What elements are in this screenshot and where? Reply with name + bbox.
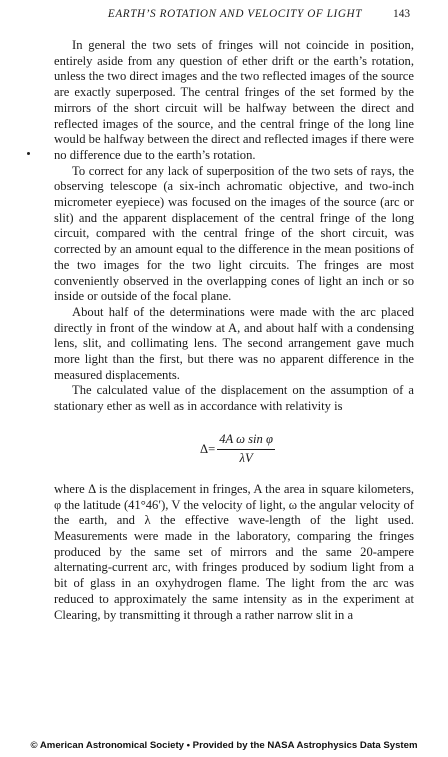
page-number: 143 — [393, 8, 411, 20]
formula-denominator: λV — [239, 450, 253, 465]
body-text — [54, 38, 414, 623]
paragraph-5: where Δ is the displacement in fringes, A the area in square kilometers, φ the latitude (41°46′), V the velocity of light, ω the angular velocity of the earth, and λ the effective wave-length of the light used. Measurements were made in the laboratory, comparing the fringes produced by the same set of mirrors and the same 20-ampere alternating-current arc, with fringes produced by sodium light from a bit of glass in an oxyhydrogen flame. The light from the arc was reduced to approximately the same intensity as in the experiment at Clearing, by transmitting it through a rather narrow slit in a — [54, 481, 414, 622]
running-head-title: EARTH’S ROTATION AND VELOCITY OF LIGHT — [107, 8, 363, 20]
displacement-formula — [54, 432, 414, 468]
paragraph-3: About half of the determinations were made with the arc placed directly in front of the window at A, and about half with a condensing lens, slit, and collimating lens. The second arrangement gave much more light than the first, but there was no apparent difference in the measured displacements. — [54, 304, 414, 382]
formula-fraction — [217, 432, 275, 466]
paragraph-1: In general the two sets of fringes will not coincide in position, entirely aside from any question of ether drift or the earth’s rotation, unless the two direct images and the two reflected images of the source are exactly superposed. The central fringes of the set formed by the mirrors of the short circuit will be halfway between the direct and reflected images of the source, and the central fringe of the long line would be halfway between the direct and reflected images if there were no difference due to the earth’s rotation. — [54, 38, 414, 162]
formula-lhs: Δ= — [200, 442, 216, 457]
paragraph-4: The calculated value of the displacement on the assumption of a stationary ether as well as in accordance with relativity is — [54, 383, 414, 414]
footer-credit: © American Astronomical Society • Provided by the NASA Astrophysics Data System — [30, 740, 418, 751]
formula-numerator: 4A ω sin φ — [217, 432, 275, 450]
paragraph-2: To correct for any lack of superposition of the two sets of rays, the observing telescope (a six-inch achromatic objective, and two-inch micrometer eyepiece) was focused on the images of the source (arc or slit) and the apparent displacement of the central fringe of the long circuit, compared with the central fringe of the short circuit, was corrected by an amount equal to the difference in the mean positions of the two images for the two light circuits. The fringes are most conveniently observed in the overlapping cones of light an inch or so inside or outside of the focal plane. — [54, 163, 414, 304]
margin-speck — [27, 152, 30, 155]
